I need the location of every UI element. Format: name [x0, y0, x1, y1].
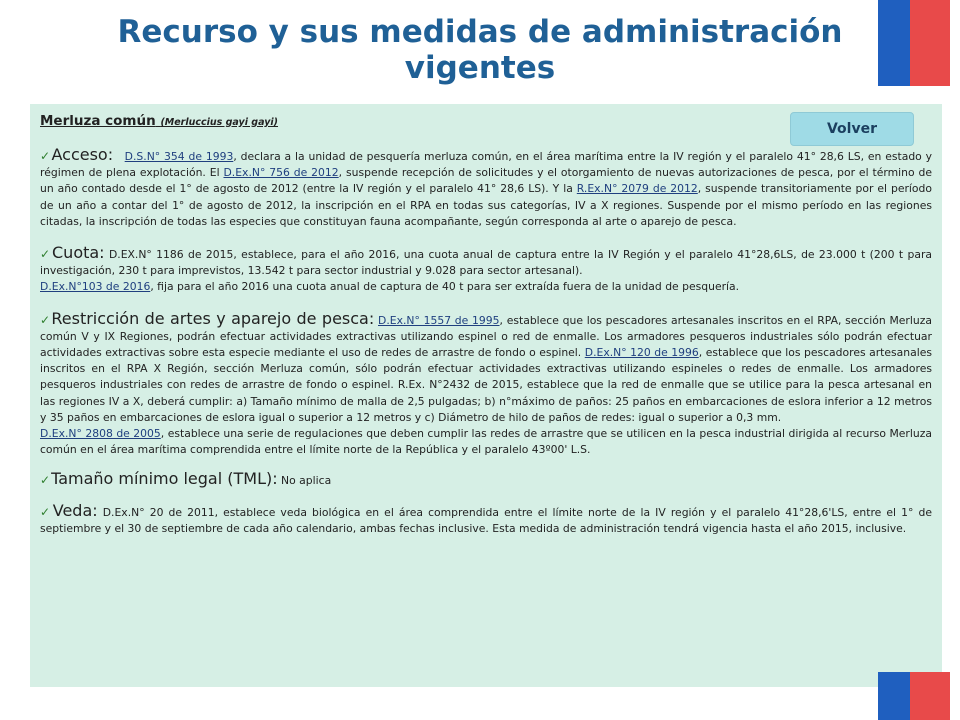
section-cuota-cont — [40, 279, 932, 295]
acceso-heading: Acceso: — [51, 145, 114, 164]
section-acceso — [40, 147, 932, 230]
link-dex-756-2012[interactable]: D.Ex.N° 756 de 2012 — [223, 166, 339, 180]
section-cuota — [40, 245, 932, 279]
section-tml — [40, 471, 932, 489]
section-restriccion — [40, 308, 933, 426]
acceso-text-2: , suspende recepción de solicitudes y el otorgamiento de nuevas autorizaciones de pesca, por el término de un año contado desde el 1° de agosto de 2012 (entre la IV región y el paralelo 41° 28,6 LS). Y la — [40, 166, 932, 196]
flag-decoration-bottom — [878, 672, 950, 720]
tml-text: No aplica — [277, 474, 332, 488]
acceso-text-3: , suspende transitoriamente por el período de un año a contar del 1° de agosto de 2012, la inscripción en el RPA en todas sus categorías, IV a X regiones. Suspende por el mismo período en las regiones citadas, la inscripción de todas las especies que constituyan fauna acompañante, según corresponda al arte o aparejo de pesca. — [40, 182, 932, 228]
check-icon: ✓ — [40, 312, 51, 327]
restriccion-text-3: , establece una serie de regulaciones que deben cumplir las redes de arrastre que se utilicen en la pesca industrial dirigida al recurso Merluza común en el área marítima comprendida entre el límite norte de la República y el paralelo 43º00' L.S. — [40, 427, 932, 457]
link-dex-1557-1995[interactable]: D.Ex.N° 1557 de 1995 — [378, 313, 500, 327]
restriccion-heading: Restricción de artes y aparejo de pesca: — [51, 308, 375, 328]
check-icon: ✓ — [40, 149, 51, 163]
link-dex-103-2016[interactable]: D.Ex.N°103 de 2016 — [40, 280, 151, 294]
content-panel — [30, 104, 942, 687]
veda-heading: Veda: — [52, 500, 98, 520]
flag-blue-stripe — [878, 672, 910, 720]
section-restriccion-cont — [40, 426, 932, 458]
link-dex-2808-2005[interactable]: D.Ex.N° 2808 de 2005 — [40, 427, 161, 441]
cuota-text-1: D.EX.N° 1186 de 2015, establece, para el año 2016, una cuota anual de captura entre la IV Región y el paralelo 41°28,6LS, de 23.000 t (200 t para investigación, 230 t para imprevistos, 13.542 t para sector industrial y 9.028 para sector artesanal). — [40, 248, 932, 278]
check-icon: ✓ — [40, 473, 51, 488]
cuota-heading: Cuota: — [52, 243, 105, 263]
flag-red-stripe — [910, 0, 950, 86]
volver-button[interactable]: Volver — [790, 112, 914, 146]
flag-red-stripe — [910, 672, 950, 720]
cuota-text-2: , fija para el año 2016 una cuota anual de captura de 40 t para ser extraída fuera de la unidad de pesquería. — [150, 280, 740, 294]
veda-text: D.Ex.N° 20 de 2011, establece veda biológica en el área comprendida entre el límite norte de la IV región y el paralelo 41°28,6'LS, entre el 1° de septiembre y el 30 de septiembre de cada año calendario, ambas fechas inclusive. Esta medida de administración tendrá vigencia hasta el año 2015, inclusive. — [40, 505, 933, 535]
section-veda — [40, 500, 933, 537]
species-scientific-name: (Merluccius gayi gayi) — [160, 117, 279, 128]
restriccion-text-2: , establece que los pescadores artesanales inscritos en el RPA X Región, sección Merluza común, sólo podrán efectuar actividades extractivas utilizando espineles o redes de enmalle. Los armadores pesqueros industriales con redes de arrastre de fondo o espinel. R.Ex. N°2432 de 2015, establece que la red de enmalle que se utilice para la pesca artesanal en las regiones IV a X, deberá cumplir: a) Tamaño mínimo de malla de 2,5 pulgadas; b) n°máximo de paños: 25 paños en embarcaciones de eslora inferior a 12 metros y 35 paños en embarcaciones de eslora igual o superior a 12 metros y c) Diámetro de hilo de paños de redes: igual o superior a 0,3 mm. — [40, 346, 932, 424]
species-name: Merluza común — [40, 113, 156, 129]
acceso-text-1: , declara a la unidad de pesquería merluza común, en el área marítima entre la IV región y el paralelo 41° 28,6 LS, en estado y régimen de plena explotación. El — [40, 150, 933, 180]
link-ds-354-1993[interactable]: D.S.N° 354 de 1993 — [124, 150, 234, 163]
check-icon: ✓ — [40, 247, 51, 262]
link-dex-120-1996[interactable]: D.Ex.N° 120 de 1996 — [584, 346, 699, 360]
link-rex-2079-2012[interactable]: R.Ex.N° 2079 de 2012 — [576, 182, 698, 196]
check-icon: ✓ — [40, 504, 52, 519]
tml-heading: Tamaño mínimo legal (TML): — [51, 469, 278, 489]
restriccion-text-1: , establece que los pescadores artesanales inscritos en el RPA, sección Merluza común V y IX Regiones, podrán efectuar actividades extractivas utilizando espinel o red de enmalle. Los armadores pesqueros industriales sólo podrán efectuar actividades extractivas sobre esta especie mediante el uso de redes de arrastre de fondo o espinel. — [40, 313, 933, 360]
page-title: Recurso y sus medidas de administración vigentes — [117, 14, 843, 86]
